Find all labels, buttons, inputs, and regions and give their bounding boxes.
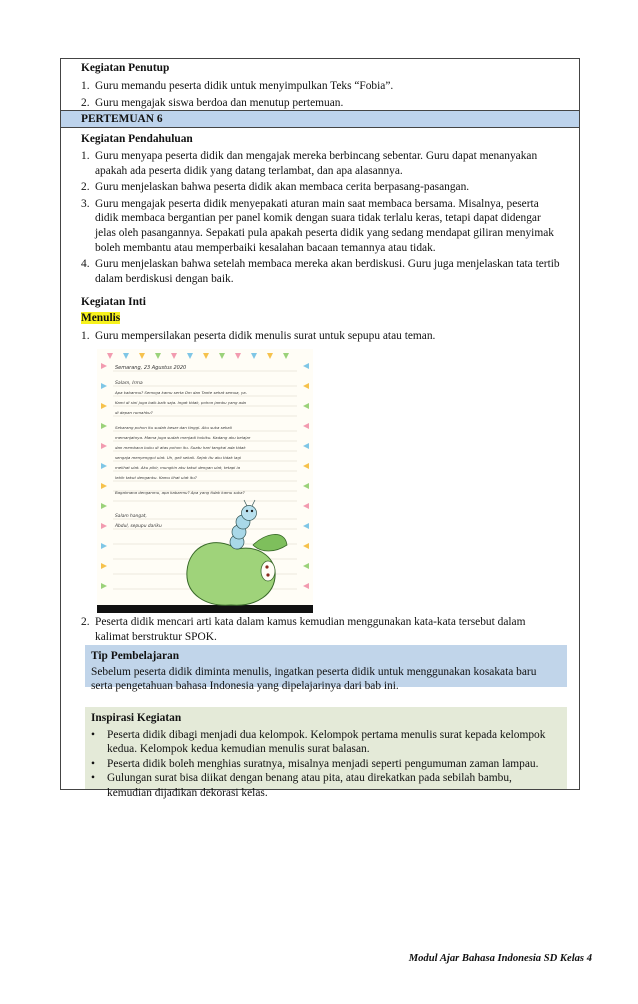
intro-section [81, 132, 573, 286]
list-item: • Peserta didik dibagi menjadi dua kelompok. Kelompok pertama menulis surat kepada kelompok kedua. Kelompok kedua kemudian menulis surat balasan. [91, 729, 546, 756]
letter-line: Bagaimana denganmu, apa kabarmu? Apa yang tidak kamu suka? [115, 490, 245, 495]
inspiration-title: Inspirasi Kegiatan [91, 712, 182, 724]
letter-line: melihat ulat. Aku pikir, mungkin aku takut dengan ulat, tetapi ia [115, 465, 240, 470]
closing-section [81, 61, 569, 112]
meeting-label: PERTEMUAN 6 [81, 113, 163, 125]
letter-line: di depan rumahku? [115, 410, 153, 415]
letter-closing: Salam hangat, [115, 514, 147, 519]
letter-line: sengaja menyenggol ulat. Uh, geli sekali. Sejak itu aku tidak lagi [115, 455, 241, 460]
letter-signature: Abdul, sepupu dariku [115, 524, 162, 529]
letter-line: dan membaca buku di atas pohon itu. Suatu hari tangkai ada tidak [115, 445, 246, 450]
core-section-continued [81, 615, 569, 644]
list-item: 3. Guru mengajak peserta didik menyepakati aturan main saat membaca bersama. Misalnya, peserta didik membaca bergantian per panel komik dengan suara tidak terlalu keras, tetapi dapat didengar jelas oleh pasangannya. Sepakati pula apakah peserta didik yang sedang mendapat giliran menyimak boleh membantu atau memperbaiki kesalahan bacaan temannya atau tidak. [81, 197, 554, 254]
letter-line: Kami di sini juga baik-baik saja. Ingat tidak, pohon jambu yang ada [115, 400, 246, 405]
letter-line: lebih takut denganku. Kamu lihat ulat itu? [115, 475, 197, 480]
core-title: Kegiatan Inti [81, 296, 146, 308]
lesson-frame [60, 58, 580, 799]
page-footer: Modul Ajar Bahasa Indonesia SD Kelas 4 [408, 953, 592, 964]
letter-illustration [97, 349, 313, 613]
intro-title: Kegiatan Pendahuluan [81, 133, 193, 145]
list-item: 1. Guru menyapa peserta didik dan mengajak mereka berbincang sebentar. Guru dapat menanyakan apakah ada peserta didik yang datang terlambat, dan apa alasannya. [81, 150, 538, 177]
letter-greeting: Salam, Irma [115, 381, 143, 386]
list-item: 2. Peserta didik mencari arti kata dalam kamus kemudian menggunakan kata-kata tersebut dalam kalimat berstruktur SPOK. [81, 616, 526, 643]
tip-box [85, 645, 567, 693]
tip-title: Tip Pembelajaran [91, 650, 180, 662]
tip-line: serta pengetahuan bahasa Indonesia yang dipelajarinya dari bab ini. [91, 680, 399, 693]
inspiration-box [85, 707, 567, 799]
core-section [81, 295, 569, 344]
letter-line: memanjatnya. Mama juga sudah menjadi hobiku. Kadang aku belajar [115, 435, 251, 440]
letter-paper-svg [97, 349, 313, 613]
letter-line: Sekarang pohon itu sudah besar dan tinggi. Aku suka sekali [115, 425, 232, 430]
list-item: 2. Guru menjelaskan bahwa peserta didik akan membaca cerita berpasang-pasangan. [81, 181, 470, 194]
core-subtitle: Menulis [81, 312, 121, 324]
tip-line: Sebelum peserta didik diminta menulis, ingatkan peserta didik untuk menggunakan kosakata baru [91, 666, 537, 678]
list-item: 1. Guru memandu peserta didik untuk menyimpulkan Teks “Fobia”. [81, 80, 394, 92]
list-item: 1. Guru mempersilakan peserta didik menulis surat untuk sepupu atau teman. [81, 330, 436, 342]
list-item: 2. Guru mengajak siswa berdoa dan menutup pertemuan. [81, 97, 344, 109]
list-item: • Gulungan surat bisa diikat dengan benang atau pita, atau direkatkan pada sebilah bambu, kemudian dijadikan dekorasi kelas. [91, 772, 512, 799]
letter-date: Semarang, 23 Agustus 2020 [115, 365, 187, 371]
list-item: • Peserta didik boleh menghias suratnya, misalnya menjadi seperti pengumuman zaman lampau. [91, 757, 539, 770]
closing-title: Kegiatan Penutup [81, 62, 170, 74]
list-item: 4. Guru menjelaskan bahwa setelah membaca mereka akan berdiskusi. Guru juga menjelaskan tata tertib dalam berdiskusi dengan baik. [81, 258, 560, 285]
meeting-band [61, 110, 579, 128]
letter-line: Apa kabarmu? Semoga kamu serta Om dan Tante sehat semua, ya. [115, 390, 247, 395]
